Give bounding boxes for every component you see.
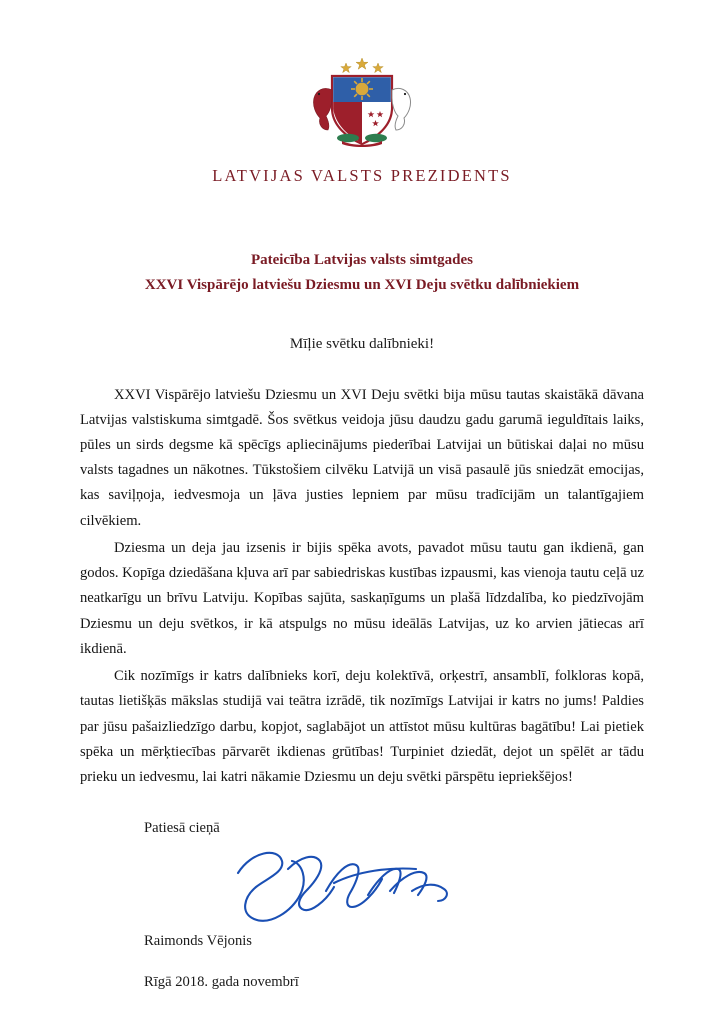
title-line-1: Pateicība Latvijas valsts simtgades (250, 252, 474, 268)
salutation: Mīļie svētku dalībnieki! (289, 335, 435, 352)
coat-of-arms-icon (302, 56, 422, 148)
letter-body (80, 383, 644, 791)
crest-container (80, 0, 644, 148)
paragraph-3: Cik nozīmīgs ir katrs dalībnieks korī, deju kolektīvā, orķestrī, ansamblī, folkloras kopā, tautas lietišķās mākslas studijā vai teātra izrādē, tik nozīmīgs Latvijai ir katrs no jums! Paldies par jūsu pašaizliedzīgo darbu, kopjot, saglabājot un attīstot mūsu kultūras bagātību! Lai pietiek spēka un mērķtiecības pārvarēt ikdienas grūtības! Turpiniet dziedāt, dejot un spēlēt ar tādu prieku un iedvesmu, lai katri nākamie Dziesmu un deju svētki pārspētu iepriekšējos! (80, 668, 644, 786)
document-title (80, 248, 644, 298)
title-line-2: XXVI Vispārējo latviešu Dziesmu un XVI Deju svētku dalībniekiem (144, 276, 580, 293)
closing-phrase: Patiesā cieņā (144, 820, 220, 837)
paragraph-2: Dziesma un deja jau izsenis ir bijis spēka avots, pavadot mūsu tautu gan ikdienā, gan godos. Kopīga dziedāšana kļuva arī par sabiedriskas kustības izpausmi, kas vienoja tautu ceļā uz neatkarīgu un brīvu Latviju. Kopības sajūta, saskaņīgums un plašā līdzdalība, ko piedzīvojām Dziesmu un deju svētkos, ir kā atspulgs no mūsu ideālās Latvijas, uz ko arvien jātiecas arī ikdienā. (80, 539, 644, 657)
dateline: Rīgā 2018. gada novembrī (144, 974, 299, 991)
institution-title: LATVIJAS VALSTS PREZIDENTS (212, 166, 512, 185)
handwritten-signature-icon (230, 839, 460, 931)
signer-name: Raimonds Vējonis (144, 933, 252, 950)
signature-area (80, 837, 644, 933)
paragraph-1: XXVI Vispārējo latviešu Dziesmu un XVI Deju svētki bija mūsu tautas skaistākā dāvana Latvijas valstiskuma simtgadē. Šos svētkus veidoja jūsu daudzu gadu garumā ieguldītais laiks, pūles un sirds degsme kā spēcīgs apliecinājums piederībai Latvijai un būtiskai daļai no mūsu valsts tagadnes un nākotnes. Tūkstošiem cilvēku Latvijā un visā pasaulē jūs sniedzāt emocijas, kas saviļņoja, iedvesmoja un ļāva justies lepniem par mūsu tradīcijām un talantīgajiem cilvēkiem. (80, 386, 644, 529)
